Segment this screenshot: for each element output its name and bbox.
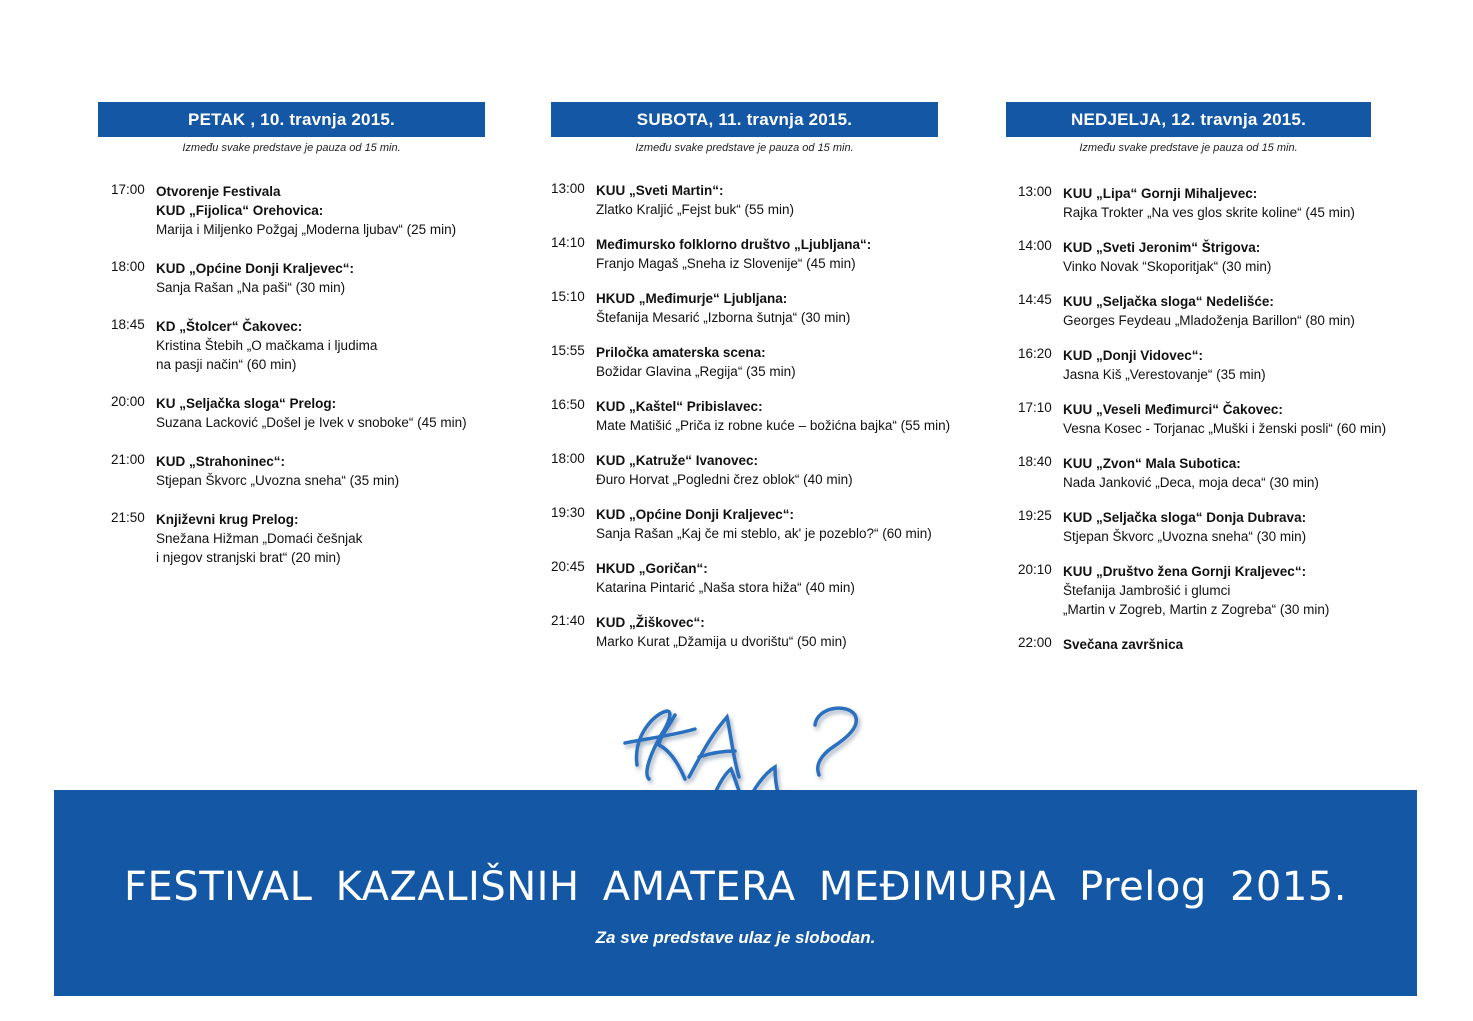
schedule-entry <box>551 397 950 435</box>
schedule-entry <box>551 505 950 543</box>
schedule-entry <box>551 181 950 219</box>
entry-play: Štefanija Mesarić „Izborna šutnja“ (30 min) <box>596 310 851 325</box>
schedule-entry <box>1018 562 1386 619</box>
schedule-sunday <box>1018 184 1386 671</box>
entry-time: 17:10 <box>1018 400 1052 415</box>
festival-banner <box>54 790 1417 996</box>
entry-body <box>596 343 950 381</box>
entry-time: 16:50 <box>551 397 585 412</box>
entry-performer: Međimursko folklorno društvo „Ljubljana“: <box>596 237 872 252</box>
schedule-entry <box>111 452 467 490</box>
entry-performer: Priločka amaterska scena: <box>596 345 766 360</box>
entry-performer: HKUD „Međimurje“ Ljubljana: <box>596 291 788 306</box>
entry-time: 14:10 <box>551 235 585 250</box>
entry-play: i njegov stranjski brat“ (20 min) <box>156 550 341 565</box>
schedule-entry <box>111 394 467 432</box>
entry-time: 13:00 <box>551 181 585 196</box>
entry-body <box>1063 562 1386 619</box>
entry-play: Georges Feydeau „Mladoženja Barillon“ (80 min) <box>1063 313 1355 328</box>
entry-body <box>1063 184 1386 222</box>
entry-play: Suzana Lacković „Došel je Ivek v snoboke“ (45 min) <box>156 415 467 430</box>
entry-time: 17:00 <box>111 182 145 197</box>
entry-play: Zlatko Kraljić „Fejst buk“ (55 min) <box>596 202 795 217</box>
entry-time: 18:45 <box>111 317 145 332</box>
entry-body <box>1063 508 1386 546</box>
entry-time: 21:50 <box>111 510 145 525</box>
entry-body <box>596 613 950 651</box>
entry-body <box>1063 238 1386 276</box>
entry-time: 20:10 <box>1018 562 1052 577</box>
entry-play: Marija i Miljenko Požgaj „Moderna ljubav“ (25 min) <box>156 222 457 237</box>
banner-title: FESTIVAL KAZALIŠNIH AMATERA MEĐIMURJA Prelog 2015. <box>124 864 1347 910</box>
entry-play: Stjepan Škvorc „Uvozna sneha“ (35 min) <box>156 473 400 488</box>
entry-body <box>596 181 950 219</box>
entry-play: Marko Kurat „Džamija u dvorištu“ (50 min) <box>596 634 847 649</box>
entry-play: Katarina Pintarić „Naša stora hiža“ (40 min) <box>596 580 855 595</box>
entry-performer: Otvorenje Festivala <box>156 184 281 199</box>
entry-body <box>1063 400 1386 438</box>
entry-performer: Književni krug Prelog: <box>156 512 299 527</box>
entry-body <box>156 182 467 239</box>
entry-body <box>596 559 950 597</box>
schedule-entry <box>551 559 950 597</box>
schedule-entry <box>1018 184 1386 222</box>
entry-time: 14:00 <box>1018 238 1052 253</box>
entry-performer: KUD „Fijolica“ Orehovica: <box>156 203 324 218</box>
entry-body <box>1063 292 1386 330</box>
entry-play: Đuro Horvat „Pogledni črez oblok“ (40 min) <box>596 472 853 487</box>
entry-time: 19:25 <box>1018 508 1052 523</box>
entry-play: Franjo Magaš „Sneha iz Slovenije“ (45 min) <box>596 256 856 271</box>
entry-play: Mate Matišić „Priča iz robne kuće – božićna bajka“ (55 min) <box>596 418 951 433</box>
schedule-entry <box>1018 238 1386 276</box>
schedule-saturday <box>551 181 950 667</box>
entry-time: 21:00 <box>111 452 145 467</box>
entry-body <box>156 510 467 567</box>
entry-play: Rajka Trokter „Na ves glos skrite koline“ (45 min) <box>1063 205 1355 220</box>
entry-performer: KUD „Općine Donji Kraljevec“: <box>156 261 355 276</box>
entry-body <box>156 394 467 432</box>
entry-time: 19:30 <box>551 505 585 520</box>
entry-time: 15:55 <box>551 343 585 358</box>
entry-body <box>156 259 467 297</box>
entry-performer: KUU „Sveti Martin“: <box>596 183 724 198</box>
pause-note-saturday: Između svake predstave je pauza od 15 min. <box>635 142 854 154</box>
entry-body <box>596 289 950 327</box>
day-header-saturday: SUBOTA, 11. travnja 2015. <box>551 102 938 137</box>
entry-performer: KUU „Seljačka sloga“ Nedelišće: <box>1063 294 1274 309</box>
entry-play: Jasna Kiš „Verestovanje“ (35 min) <box>1063 367 1266 382</box>
entry-performer: KUU „Zvon“ Mala Subotica: <box>1063 456 1241 471</box>
schedule-entry <box>1018 292 1386 330</box>
entry-time: 22:00 <box>1018 635 1052 650</box>
schedule-friday <box>111 182 467 587</box>
schedule-entry <box>551 451 950 489</box>
entry-performer: Svečana završnica <box>1063 637 1184 652</box>
entry-performer: KUD „Općine Donji Kraljevec“: <box>596 507 795 522</box>
entry-time: 18:40 <box>1018 454 1052 469</box>
entry-play: Nada Janković „Deca, moja deca“ (30 min) <box>1063 475 1319 490</box>
entry-body <box>596 397 950 435</box>
schedule-entry <box>1018 346 1386 384</box>
day-header-sunday: NEDJELJA, 12. travnja 2015. <box>1006 102 1371 137</box>
entry-play: Snežana Hižman „Domaći češnjak <box>156 531 363 546</box>
schedule-entry <box>1018 400 1386 438</box>
entry-performer: KUD „Seljačka sloga“ Donja Dubrava: <box>1063 510 1307 525</box>
entry-play: Stjepan Škvorc „Uvozna sneha“ (30 min) <box>1063 529 1307 544</box>
entry-performer: KUD „Kaštel“ Pribislavec: <box>596 399 763 414</box>
entry-play: na pasji način“ (60 min) <box>156 357 297 372</box>
pause-note-sunday: Između svake predstave je pauza od 15 min. <box>1079 142 1298 154</box>
entry-performer: KUD „Strahoninec“: <box>156 454 286 469</box>
entry-performer: KUD „Donji Vidovec“: <box>1063 348 1204 363</box>
entry-time: 20:00 <box>111 394 145 409</box>
entry-time: 21:40 <box>551 613 585 628</box>
schedule-entry <box>551 343 950 381</box>
schedule-entry <box>1018 454 1386 492</box>
entry-body <box>1063 454 1386 492</box>
entry-performer: HKUD „Goričan“: <box>596 561 708 576</box>
entry-body <box>1063 635 1386 654</box>
entry-body <box>596 505 950 543</box>
entry-play: Sanja Rašan „Kaj če mi steblo, ak' je pozeblo?“ (60 min) <box>596 526 932 541</box>
schedule-entry <box>111 510 467 567</box>
entry-body <box>596 451 950 489</box>
banner-subtitle: Za sve predstave ulaz je slobodan. <box>595 928 876 947</box>
pause-note-friday: Između svake predstave je pauza od 15 min. <box>182 142 401 154</box>
entry-body <box>596 235 950 273</box>
entry-play: Sanja Rašan „Na paši“ (30 min) <box>156 280 346 295</box>
schedule-entry <box>551 235 950 273</box>
schedule-entry <box>111 317 467 374</box>
entry-performer: KUU „Lipa“ Gornji Mihaljevec: <box>1063 186 1258 201</box>
entry-performer: KUD „Sveti Jeronim“ Štrigova: <box>1063 240 1261 255</box>
entry-performer: KU „Seljačka sloga“ Prelog: <box>156 396 337 411</box>
entry-play: Štefanija Jambrošić i glumci <box>1063 583 1231 598</box>
day-header-friday: PETAK , 10. travnja 2015. <box>98 102 485 137</box>
entry-play: „Martin v Zogreb, Martin z Zogreba“ (30 min) <box>1063 602 1330 617</box>
entry-play: Vinko Novak “Skoporitjak“ (30 min) <box>1063 259 1272 274</box>
entry-time: 16:20 <box>1018 346 1052 361</box>
entry-body <box>156 452 467 490</box>
entry-time: 14:45 <box>1018 292 1052 307</box>
schedule-entry <box>111 182 467 239</box>
entry-performer: KUU „Veseli Međimurci“ Čakovec: <box>1063 402 1283 417</box>
entry-performer: KD „Štolcer“ Čakovec: <box>156 319 303 334</box>
entry-time: 18:00 <box>551 451 585 466</box>
entry-body <box>156 317 467 374</box>
entry-time: 20:45 <box>551 559 585 574</box>
entry-play: Vesna Kosec - Torjanac „Muški i ženski posli“ (60 min) <box>1063 421 1387 436</box>
entry-play: Božidar Glavina „Regija“ (35 min) <box>596 364 796 379</box>
schedule-entry <box>111 259 467 297</box>
entry-time: 18:00 <box>111 259 145 274</box>
entry-time: 15:10 <box>551 289 585 304</box>
entry-play: Kristina Štebih „O mačkama i ljudima <box>156 338 378 353</box>
schedule-entry <box>1018 508 1386 546</box>
entry-time: 13:00 <box>1018 184 1052 199</box>
entry-body <box>1063 346 1386 384</box>
entry-performer: KUU „Društvo žena Gornji Kraljevec“: <box>1063 564 1307 579</box>
entry-performer: KUD „Katruže“ Ivanovec: <box>596 453 759 468</box>
schedule-entry <box>1018 635 1386 655</box>
entry-performer: KUD „Žiškovec“: <box>596 615 705 630</box>
schedule-entry <box>551 289 950 327</box>
schedule-entry <box>551 613 950 651</box>
